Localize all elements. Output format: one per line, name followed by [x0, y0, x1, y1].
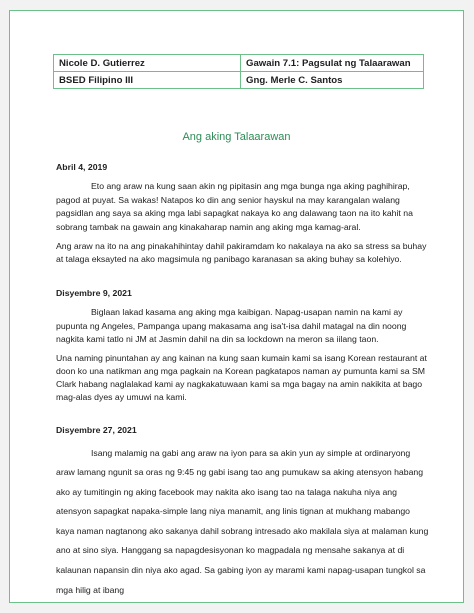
course-name: BSED Filipino III	[54, 72, 241, 89]
header-row	[54, 72, 424, 89]
entry-date: Abril 4, 2019	[56, 162, 108, 172]
document-page	[9, 10, 464, 603]
header-row	[54, 55, 424, 72]
teacher-name: Gng. Merle C. Santos	[241, 72, 424, 89]
entry-date: Disyembre 9, 2021	[56, 287, 132, 298]
entry-paragraph: Ang araw na ito na ang pinakahihintay dahil pakiramdam ko nakalaya na ako sa stress sa buhay at talaga eksayted na ako magsimula ng panibago karanasan sa aking buhay sa kolehiyo.	[56, 241, 427, 265]
entry-paragraph: Una naming pinuntahan ay ang kainan na kung saan kumain kami sa isang Korean restaurant at doon ko una natikman ang mga pagkain na Korean pagkatapos naman ay pumunta kami sa SM Clark habang naglalakad kami ay nagkakatuwaan kami sa mga bagay na amin nakikita at bago mag-alas dyes ay umuwi na kami.	[56, 353, 427, 403]
entry-paragraph: Eto ang araw na kung saan akin ng pipitasin ang mga bunga nga aking paghihirap, pagod at puyat. Sa wakas! Natapos ko din ang senior hayskul na may karangalan walang pagsidlan ang saya sa aking mga labi sapagkat nakaya ko ang dalawang taon na ito kahit na sobrang tambak na gawain ang kinakaharap namin ang aking mga kamag-aral.	[56, 181, 413, 232]
diary-entry	[56, 424, 430, 600]
document-title: Ang aking Talaarawan	[182, 131, 291, 143]
task-title: Gawain 7.1: Pagsulat ng Talaarawan	[241, 55, 424, 72]
header-table	[53, 54, 424, 89]
entry-paragraph: Isang malamig na gabi ang araw na iyon para sa akin yun ay simple at ordinaryong araw lamang ngunit sa oras ng 9:45 ng gabi isang tao ang pumukaw sa aking atensyon habang ako ay tumitingin ng aking facebook may nakita ako isang tao na talaga nakuha niya ang atensyon sapagkat napaka-simple lang niya manamit, ang linis tignan at mukhang mabango kaya naman nagtanong ako sakanya dahil sobrang intresado ako makilala siya at malaman kung ano at sino siya. Hanggang sa napagdesisyonan ko magpadala ng mensahe sakanya at di kalaunan napansin din niya ako agad. Sa gabing iyon ay marami kami napag-usapan tungkol sa mga hilig at ibang	[56, 447, 429, 595]
student-name: Nicole D. Gutierrez	[54, 55, 241, 72]
diary-entry	[56, 287, 430, 404]
diary-content	[56, 161, 430, 600]
entry-paragraph: Biglaan lakad kasama ang aking mga kaibigan. Napag-usapan namin na kami ay pupunta ng Angeles, Pampanga upang makasama ang isa't-isa dahil matagal na din noong nagkita kami tatlo ni JM at Jasmin dahil na din sa lockdown na meron sa iilang taon.	[56, 307, 407, 345]
diary-entry	[56, 161, 430, 267]
entry-date: Disyembre 27, 2021	[56, 425, 137, 436]
